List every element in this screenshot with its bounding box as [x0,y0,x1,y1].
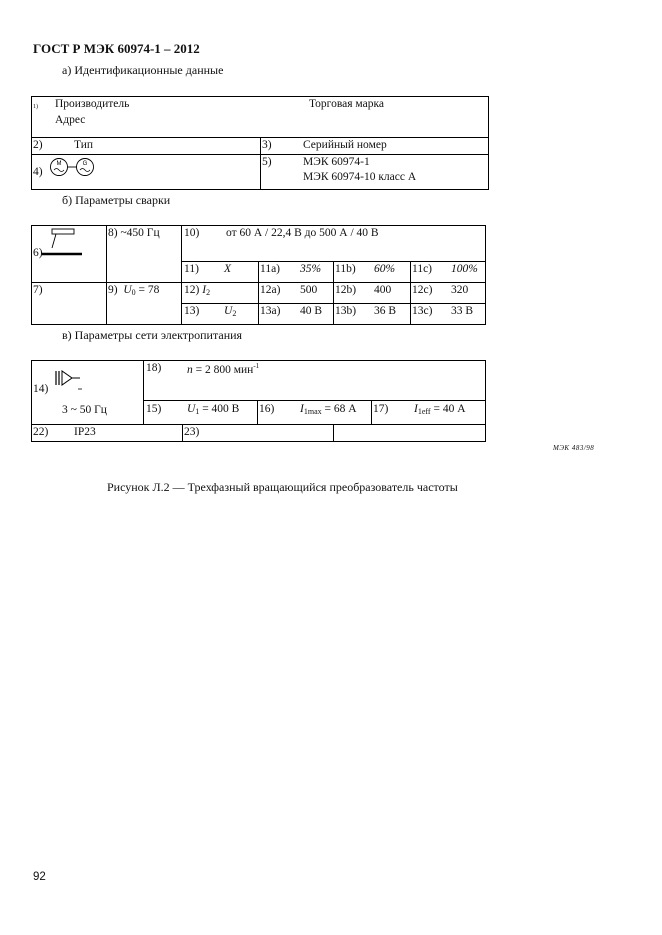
table-rule [181,225,182,325]
table-rule [181,303,486,304]
section-b-heading: б) Параметры сварки [62,193,171,207]
cell-7-number: 7) [33,284,43,296]
cell-9-value: = 78 [138,284,160,296]
cell-12-symbol: I [202,284,207,296]
table-rule [410,261,411,325]
cell-12-current [184,284,210,297]
section-a-heading: а) Идентификационные данные [62,63,224,77]
standard-1: МЭК 60974-1 [303,156,370,168]
cell-10-number: 10) [184,227,200,239]
table-rule [333,261,334,325]
cell-13-voltage [224,305,236,318]
cell-2-number: 2) [33,139,43,151]
table-rule [258,261,259,325]
cell-12a-number: 12a) [260,284,281,296]
table-rule [106,225,107,325]
cell-13c-value: 33 В [451,305,474,317]
address-label: Адрес [55,114,86,126]
cell-13c-number: 13c) [412,305,433,317]
cell-15-value: = 400 В [202,403,240,415]
serial-number-label: Серийный номер [303,139,387,151]
cell-18-symbol: n [187,364,193,376]
document-header: ГОСТ Р МЭК 60974-1 – 2012 [33,41,200,56]
cell-16-value: = 68 А [324,403,357,415]
cell-12-number: 12) [184,284,200,296]
table-rule [143,360,144,424]
cell-15-voltage [187,403,239,416]
cell-16-current [300,403,357,416]
page-number: 92 [33,871,46,883]
cell-17-subscript: 1eff [417,407,431,416]
cell-15-symbol: U [187,403,196,415]
cell-13b-number: 13b) [335,305,357,317]
cell-18-superscript: -1 [253,362,260,370]
cell-12-subscript: 2 [206,288,211,297]
cell-11c-number: 11c) [412,263,433,275]
supply-frequency: 3 ~ 50 Гц [62,404,107,416]
cell-16-symbol: I [300,403,304,415]
cell-11b-number: 11b) [335,263,356,275]
table-rule [371,400,372,424]
cell-3-number: 3) [262,139,272,151]
table-rule [182,424,183,442]
standard-2: МЭК 60974-10 класс А [303,171,417,183]
cell-11-symbol: X [224,263,232,275]
cell-16-subscript: 1max [303,407,322,416]
cell-13-number: 13) [184,305,200,317]
cell-13b-value: 36 В [374,305,397,317]
cell-22-protection: IP23 [74,426,96,438]
welding-torch-icon [40,227,84,259]
cell-13-subscript: 2 [232,309,237,318]
cell-18-value: = 2 800 мин [195,364,254,376]
table-rule [143,400,486,401]
cell-12c-value: 320 [451,284,469,296]
motor-symbol-label: M [56,161,62,167]
cell-9-subscript: 0 [131,288,136,297]
table-rule [181,261,486,262]
table-rule [333,424,334,442]
cell-5-number: 5) [262,156,272,168]
cell-11b-value: 60% [374,263,396,275]
cell-6-number: 6) [33,247,43,259]
cell-12b-value: 400 [374,284,392,296]
figure-code: МЭК 483/98 [553,444,595,452]
cell-23-number: 23) [184,426,200,438]
cell-12a-value: 500 [300,284,318,296]
cell-13a-value: 40 В [300,305,323,317]
figure-caption: Рисунок Л.2 — Трехфазный вращающийся преобразователь частоты [107,480,458,494]
cell-11c-value: 100% [451,263,478,275]
cell-18-speed [187,362,259,376]
table-rule [257,400,258,424]
generator-symbol-label: G [82,161,88,167]
cell-18-number: 18) [146,362,162,374]
cell-13-symbol: U [224,305,233,317]
cell-11-number: 11) [184,263,199,275]
cell-9-symbol: U [123,284,132,296]
cell-9-voltage [108,284,159,297]
cell-15-subscript: 1 [195,407,200,416]
cell-15-number: 15) [146,403,162,415]
cell-4-number: 4) [33,166,43,178]
cell-16-number: 16) [259,403,275,415]
cell-11a-number: 11a) [260,263,281,275]
mains-plug-icon [52,367,86,393]
cell-17-number: 17) [373,403,389,415]
cell-17-symbol: I [414,403,418,415]
motor-generator-icon [49,156,109,178]
cell-22-number: 22) [33,426,49,438]
trademark-label: Торговая марка [309,98,384,110]
manufacturer-label: Производитель [55,98,130,110]
cell-17-current [414,403,466,416]
type-label: Тип [74,139,94,151]
table-rule [31,424,486,425]
cell-11a-value: 35% [300,263,322,275]
table-rule [260,137,261,190]
cell-13a-number: 13a) [260,305,281,317]
cell-17-value: = 40 А [433,403,466,415]
cell-14-number: 14) [33,383,49,395]
cell-10-range: от 60 А / 22,4 В до 500 А / 40 В [226,227,379,239]
cell-12c-number: 12c) [412,284,433,296]
section-c-heading: в) Параметры сети электропитания [62,328,243,342]
cell-9-number: 9) [108,284,118,296]
cell-1-number: 1) [33,104,38,110]
table-rule [31,282,486,283]
cell-8-frequency: 8) ~450 Гц [108,227,160,239]
cell-12b-number: 12b) [335,284,357,296]
